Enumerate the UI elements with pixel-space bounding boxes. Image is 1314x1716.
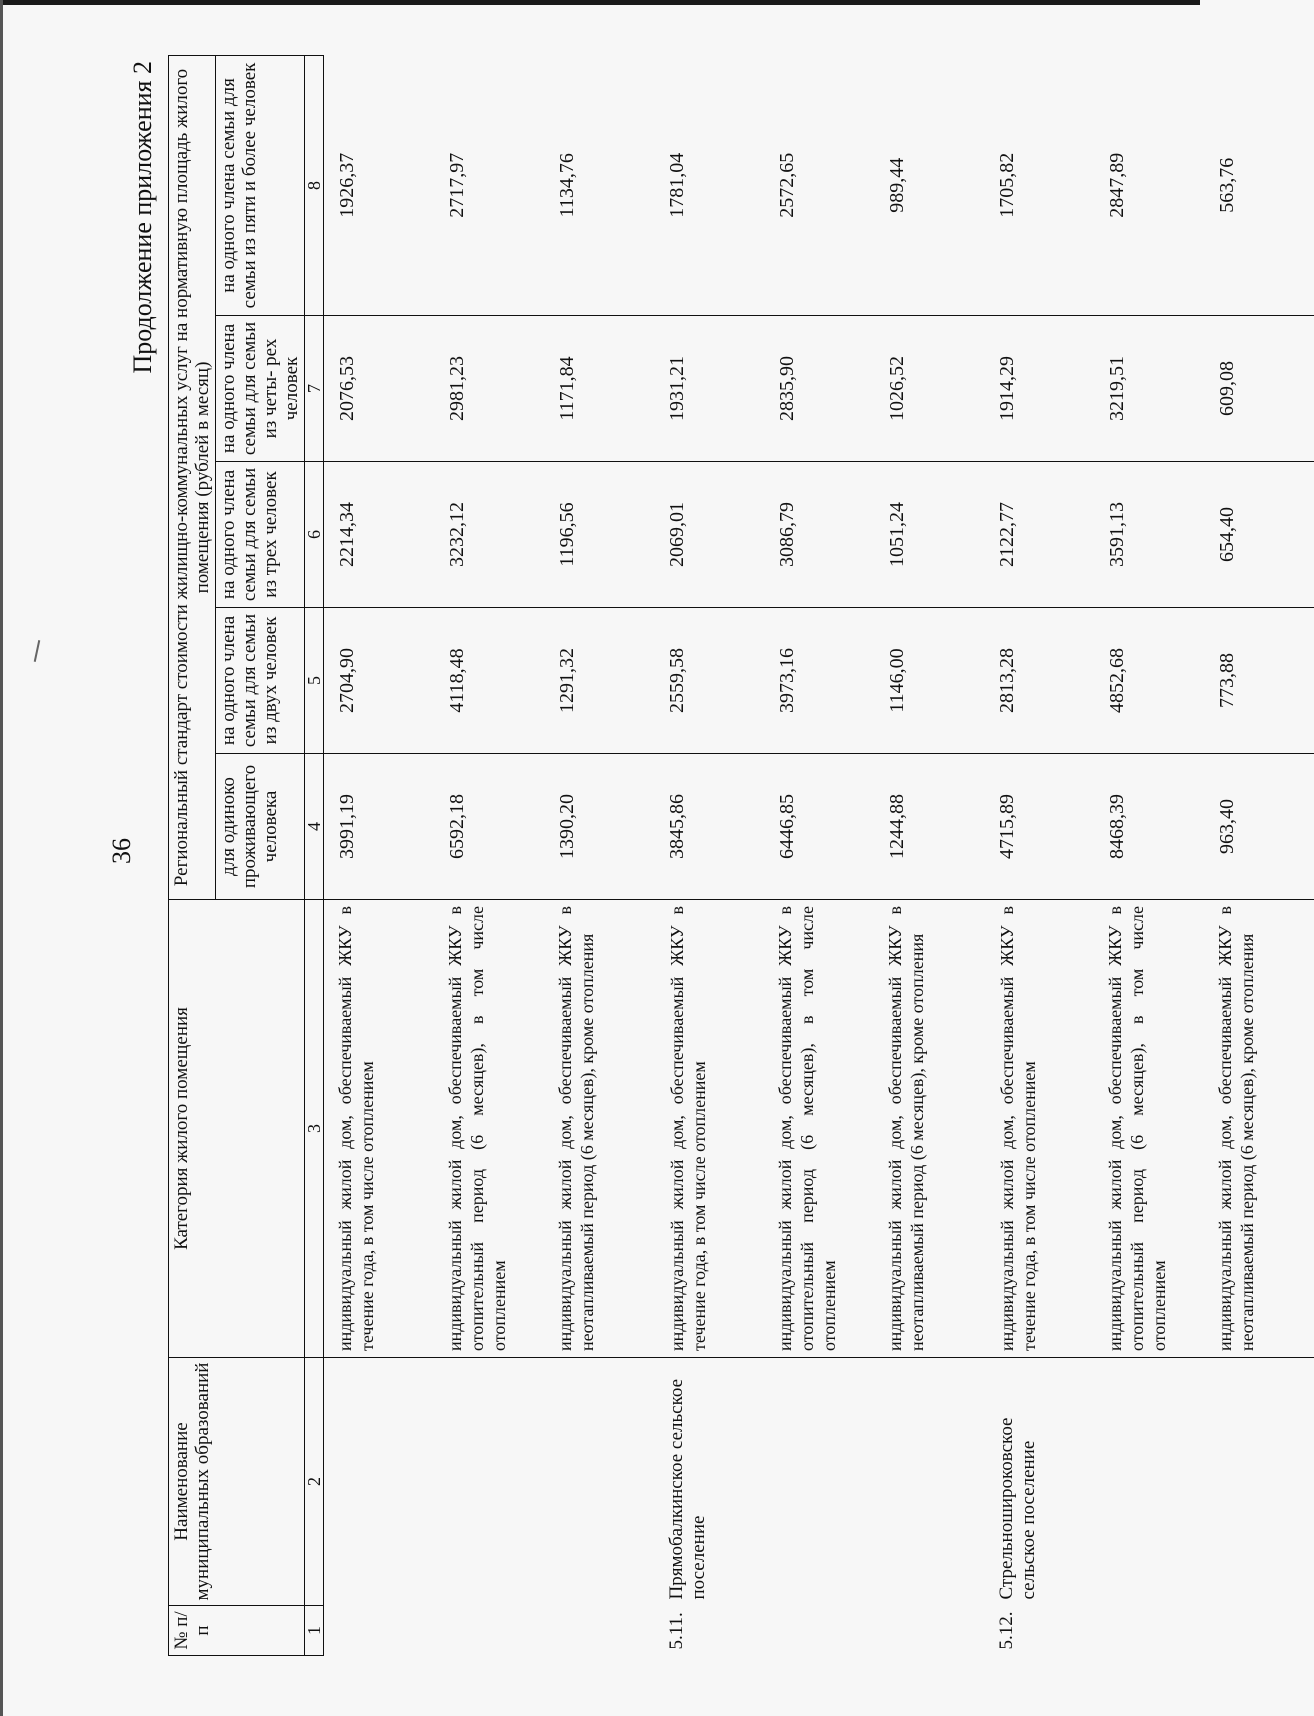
row-municipality <box>434 1358 544 1606</box>
row-value-four: 2981,23 <box>434 316 544 462</box>
row-municipality <box>874 1358 984 1606</box>
row-value-three: 2122,77 <box>984 462 1094 608</box>
row-value-single: 3845,86 <box>654 754 764 900</box>
row-value-single: 1390,20 <box>544 754 654 900</box>
row-category: индивидуальный жилой дом, обеспечиваемый ЖКУ в течение года, в том числе отоплением <box>324 900 435 1358</box>
row-category: индивидуальный жилой дом, обеспечиваемый ЖКУ в течение года, в том числе отоплением <box>654 900 764 1358</box>
table-row <box>874 55 984 1655</box>
row-number <box>874 1606 984 1656</box>
row-value-three: 3591,13 <box>1094 462 1204 608</box>
row-value-two: 4118,48 <box>434 608 544 754</box>
row-category: индивидуальный жилой дом, обеспечиваемый ЖКУ в неотапливаемый период (6 месяцев), кроме отопления <box>874 900 984 1358</box>
col-number-6: 6 <box>305 462 324 608</box>
row-number <box>544 1606 654 1656</box>
row-number <box>434 1606 544 1656</box>
row-value-single: 1244,88 <box>874 754 984 900</box>
row-value-three: 1196,56 <box>544 462 654 608</box>
table-row <box>1094 55 1204 1655</box>
header-municipality: Наименование муниципальных образований <box>169 1358 305 1606</box>
col-number-4: 4 <box>305 754 324 900</box>
row-category: индивидуальный жилой дом, обеспечиваемый ЖКУ в течение года, в том числе отоплением <box>984 900 1094 1358</box>
row-category: индивидуальный жилой дом, обеспечиваемый ЖКУ в неотапливаемый период (6 месяцев), кроме отопления <box>1204 900 1314 1358</box>
continuation-heading: Продолжение приложения 2 <box>128 61 157 374</box>
row-value-four: 1171,84 <box>544 316 654 462</box>
table-row <box>544 55 654 1655</box>
col-number-7: 7 <box>305 316 324 462</box>
row-category: индивидуальный жилой дом, обеспечиваемый ЖКУ в отопительный период (6 месяцев), в том числе отоплением <box>434 900 544 1358</box>
col-number-3: 3 <box>305 900 324 1358</box>
header-category: Категория жилого помещения <box>169 900 305 1358</box>
row-municipality <box>764 1358 874 1606</box>
row-value-three: 1051,24 <box>874 462 984 608</box>
row-number <box>1204 1606 1314 1656</box>
table-row <box>984 55 1094 1655</box>
row-value-single: 3991,19 <box>324 754 435 900</box>
header-family-three: на одного члена семьи для семьи из трех человек <box>216 462 305 608</box>
row-value-single: 6592,18 <box>434 754 544 900</box>
row-value-single: 8468,39 <box>1094 754 1204 900</box>
table-row <box>654 55 764 1655</box>
row-value-five-plus: 989,44 <box>874 55 984 315</box>
row-value-single: 963,40 <box>1204 754 1314 900</box>
row-value-two: 3973,16 <box>764 608 874 754</box>
row-number: 5.12. <box>996 1611 1017 1650</box>
header-family-four: на одного члена семьи для семьи из четы- рех человек <box>216 316 305 462</box>
row-value-four: 1931,21 <box>654 316 764 462</box>
row-value-five-plus: 1134,76 <box>544 55 654 315</box>
row-value-two: 2813,28 <box>984 608 1094 754</box>
row-value-two: 1146,00 <box>874 608 984 754</box>
row-value-four: 3219,51 <box>1094 316 1204 462</box>
row-value-two: 2559,58 <box>654 608 764 754</box>
header-family-two: на одного члена семьи для семьи из двух человек <box>216 608 305 754</box>
row-value-three: 3232,12 <box>434 462 544 608</box>
table-row <box>1204 55 1314 1655</box>
row-value-five-plus: 1926,37 <box>324 55 435 315</box>
row-number <box>764 1606 874 1656</box>
row-value-three: 3086,79 <box>764 462 874 608</box>
row-value-five-plus: 2717,97 <box>434 55 544 315</box>
row-number: 5.11. <box>666 1612 687 1650</box>
row-municipality <box>1204 1358 1314 1606</box>
row-category: индивидуальный жилой дом, обеспечиваемый ЖКУ в отопительный период (6 месяцев), в том числе отоплением <box>1094 900 1204 1358</box>
row-value-four: 2835,90 <box>764 316 874 462</box>
table-row <box>324 55 435 1655</box>
row-municipality <box>1094 1358 1204 1606</box>
row-value-four: 2076,53 <box>324 316 435 462</box>
row-category: индивидуальный жилой дом, обеспечиваемый ЖКУ в неотапливаемый период (6 месяцев), кроме отопления <box>544 900 654 1358</box>
row-value-two: 4852,68 <box>1094 608 1204 754</box>
row-municipality: Прямобалкинское сельское поселение <box>666 1378 709 1600</box>
row-value-four: 1914,29 <box>984 316 1094 462</box>
row-value-three: 2069,01 <box>654 462 764 608</box>
row-value-two: 2704,90 <box>324 608 435 754</box>
row-value-two: 773,88 <box>1204 608 1314 754</box>
row-value-single: 6446,85 <box>764 754 874 900</box>
col-number-5: 5 <box>305 608 324 754</box>
row-municipality <box>324 1358 435 1606</box>
page-number: 36 <box>107 838 136 864</box>
row-value-two: 1291,32 <box>544 608 654 754</box>
row-value-three: 2214,34 <box>324 462 435 608</box>
row-number <box>1094 1606 1204 1656</box>
row-value-four: 1026,52 <box>874 316 984 462</box>
header-single-person: для одиноко проживающего человека <box>216 754 305 900</box>
row-value-five-plus: 1705,82 <box>984 55 1094 315</box>
col-number-8: 8 <box>305 55 324 315</box>
header-number: № п/п <box>169 1606 305 1656</box>
table-row <box>764 55 874 1655</box>
row-municipality <box>544 1358 654 1606</box>
row-value-five-plus: 1781,04 <box>654 55 764 315</box>
row-value-single: 4715,89 <box>984 754 1094 900</box>
row-value-five-plus: 563,76 <box>1204 55 1314 315</box>
col-number-1: 1 <box>305 1606 324 1656</box>
row-number <box>324 1606 435 1656</box>
row-category: индивидуальный жилой дом, обеспечиваемый ЖКУ в отопительный период (6 месяцев), в том числе отоплением <box>764 900 874 1358</box>
row-value-four: 609,08 <box>1204 316 1314 462</box>
housing-cost-table <box>168 55 1314 1656</box>
row-value-five-plus: 2572,65 <box>764 55 874 315</box>
row-value-five-plus: 2847,89 <box>1094 55 1204 315</box>
header-regional-standard: Региональный стандарт стоимости жилищно-коммунальных услуг на нормативную площадь жилого помещения (рублей в месяц) <box>169 55 216 899</box>
table-row <box>434 55 544 1655</box>
row-municipality: Стрельноширoковское сельское поселение <box>996 1417 1039 1600</box>
row-value-three: 654,40 <box>1204 462 1314 608</box>
col-number-2: 2 <box>305 1358 324 1606</box>
header-family-five-plus: на одного члена семьи для семьи из пяти и более человек <box>216 55 305 315</box>
